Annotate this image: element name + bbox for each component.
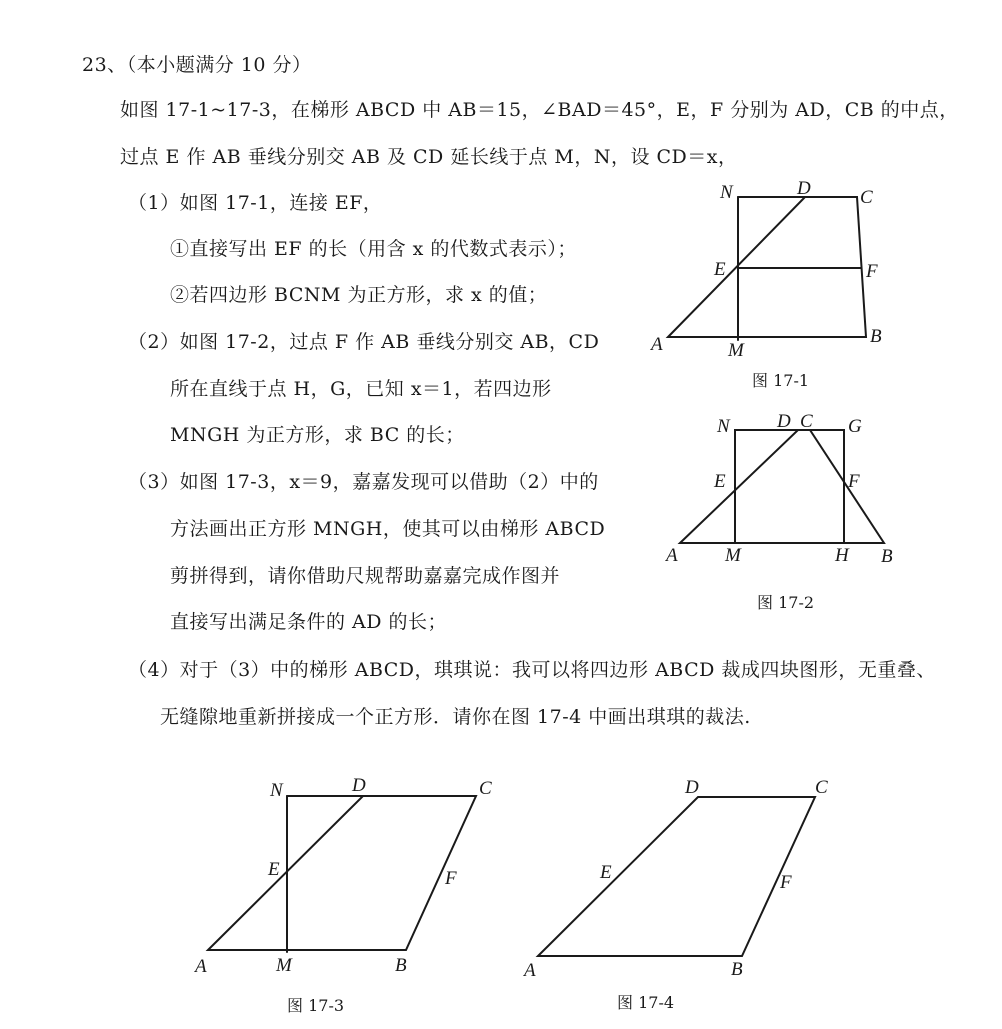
problem-number-text: 23、 <box>82 54 127 76</box>
fig1-caption: 图 17-1 <box>752 371 810 390</box>
fig4-label-d: D <box>685 777 699 798</box>
fig4-caption: 图 17-4 <box>617 993 675 1012</box>
score-note: （本小题满分 10 分） <box>126 54 312 76</box>
fig2-label-m: M <box>725 545 741 566</box>
fig3-label-c: C <box>479 778 492 799</box>
question-3-line-3: 剪拼得到，请你借助尺规帮助嘉嘉完成作图并 <box>170 565 561 587</box>
question-3-line-2: 方法画出正方形 MNGH，使其可以由梯形 ABCD <box>170 518 606 540</box>
fig3-label-e: E <box>268 859 280 880</box>
question-4-line-2: 无缝隙地重新拼接成一个正方形．请你在图 17-4 中画出琪琪的裁法. <box>160 706 751 728</box>
fig4-label-c: C <box>815 777 828 798</box>
intro-line-1: 如图 17-1~17-3，在梯形 ABCD 中 AB＝15，∠BAD＝45°，E，F 分别为 AD，CB 的中点， <box>120 99 959 121</box>
question-1-part-2: ②若四边形 BCNM 为正方形，求 x 的值； <box>170 284 548 306</box>
fig1-trapezoid <box>668 197 866 337</box>
question-1: （1）如图 17-1，连接 EF， <box>128 192 383 214</box>
fig4-parallelogram <box>538 797 815 956</box>
question-2-line-1: （2）如图 17-2，过点 F 作 AB 垂线分别交 AB，CD <box>128 331 600 353</box>
fig2-label-c: C <box>800 411 813 432</box>
fig4-label-a: A <box>524 960 536 981</box>
fig2-label-e: E <box>714 471 726 492</box>
fig3-label-a: A <box>195 956 207 977</box>
question-2-line-3: MNGH 为正方形，求 BC 的长； <box>170 424 465 446</box>
question-2-line-2: 所在直线于点 H，G，已知 x＝1，若四边形 <box>170 378 552 400</box>
fig1-label-c: C <box>860 187 873 208</box>
fig1-label-e: E <box>714 259 726 280</box>
fig3-label-d: D <box>352 775 366 796</box>
fig2-square-mngh <box>735 430 844 543</box>
fig2-label-n: N <box>717 416 730 437</box>
fig1-label-d: D <box>797 178 811 199</box>
fig1-label-m: M <box>728 340 744 361</box>
fig3-label-n: N <box>270 780 283 801</box>
fig4-label-b: B <box>731 959 743 980</box>
fig4-label-f: F <box>780 872 792 893</box>
fig2-label-g: G <box>848 416 862 437</box>
fig2-label-h: H <box>835 545 849 566</box>
problem-number <box>82 50 311 77</box>
fig3-label-b: B <box>395 955 407 976</box>
fig2-label-f: F <box>848 471 860 492</box>
question-4-line-1: （4）对于（3）中的梯形 ABCD，琪琪说：我可以将四边形 ABCD 裁成四块图形，无重叠、 <box>128 659 936 681</box>
fig3-label-f: F <box>445 868 457 889</box>
fig1-label-f: F <box>866 261 878 282</box>
fig2-trapezoid <box>680 430 884 543</box>
question-1-part-1: ①直接写出 EF 的长（用含 x 的代数式表示）； <box>170 238 577 260</box>
fig3-parallelogram <box>208 796 476 950</box>
fig3-label-m: M <box>276 955 292 976</box>
question-3-line-1: （3）如图 17-3，x＝9，嘉嘉发现可以借助（2）中的 <box>128 471 599 493</box>
question-3-line-4: 直接写出满足条件的 AD 的长； <box>170 611 448 633</box>
fig2-label-a: A <box>666 545 678 566</box>
fig1-label-a: A <box>651 334 663 355</box>
fig2-label-b: B <box>881 546 893 567</box>
fig4-label-e: E <box>600 862 612 883</box>
fig1-label-b: B <box>870 326 882 347</box>
fig3-caption: 图 17-3 <box>287 996 345 1015</box>
intro-line-2: 过点 E 作 AB 垂线分别交 AB 及 CD 延长线于点 M，N，设 CD＝x， <box>120 146 738 168</box>
fig2-caption: 图 17-2 <box>757 593 815 612</box>
fig1-label-n: N <box>720 182 733 203</box>
fig2-label-d: D <box>777 411 791 432</box>
